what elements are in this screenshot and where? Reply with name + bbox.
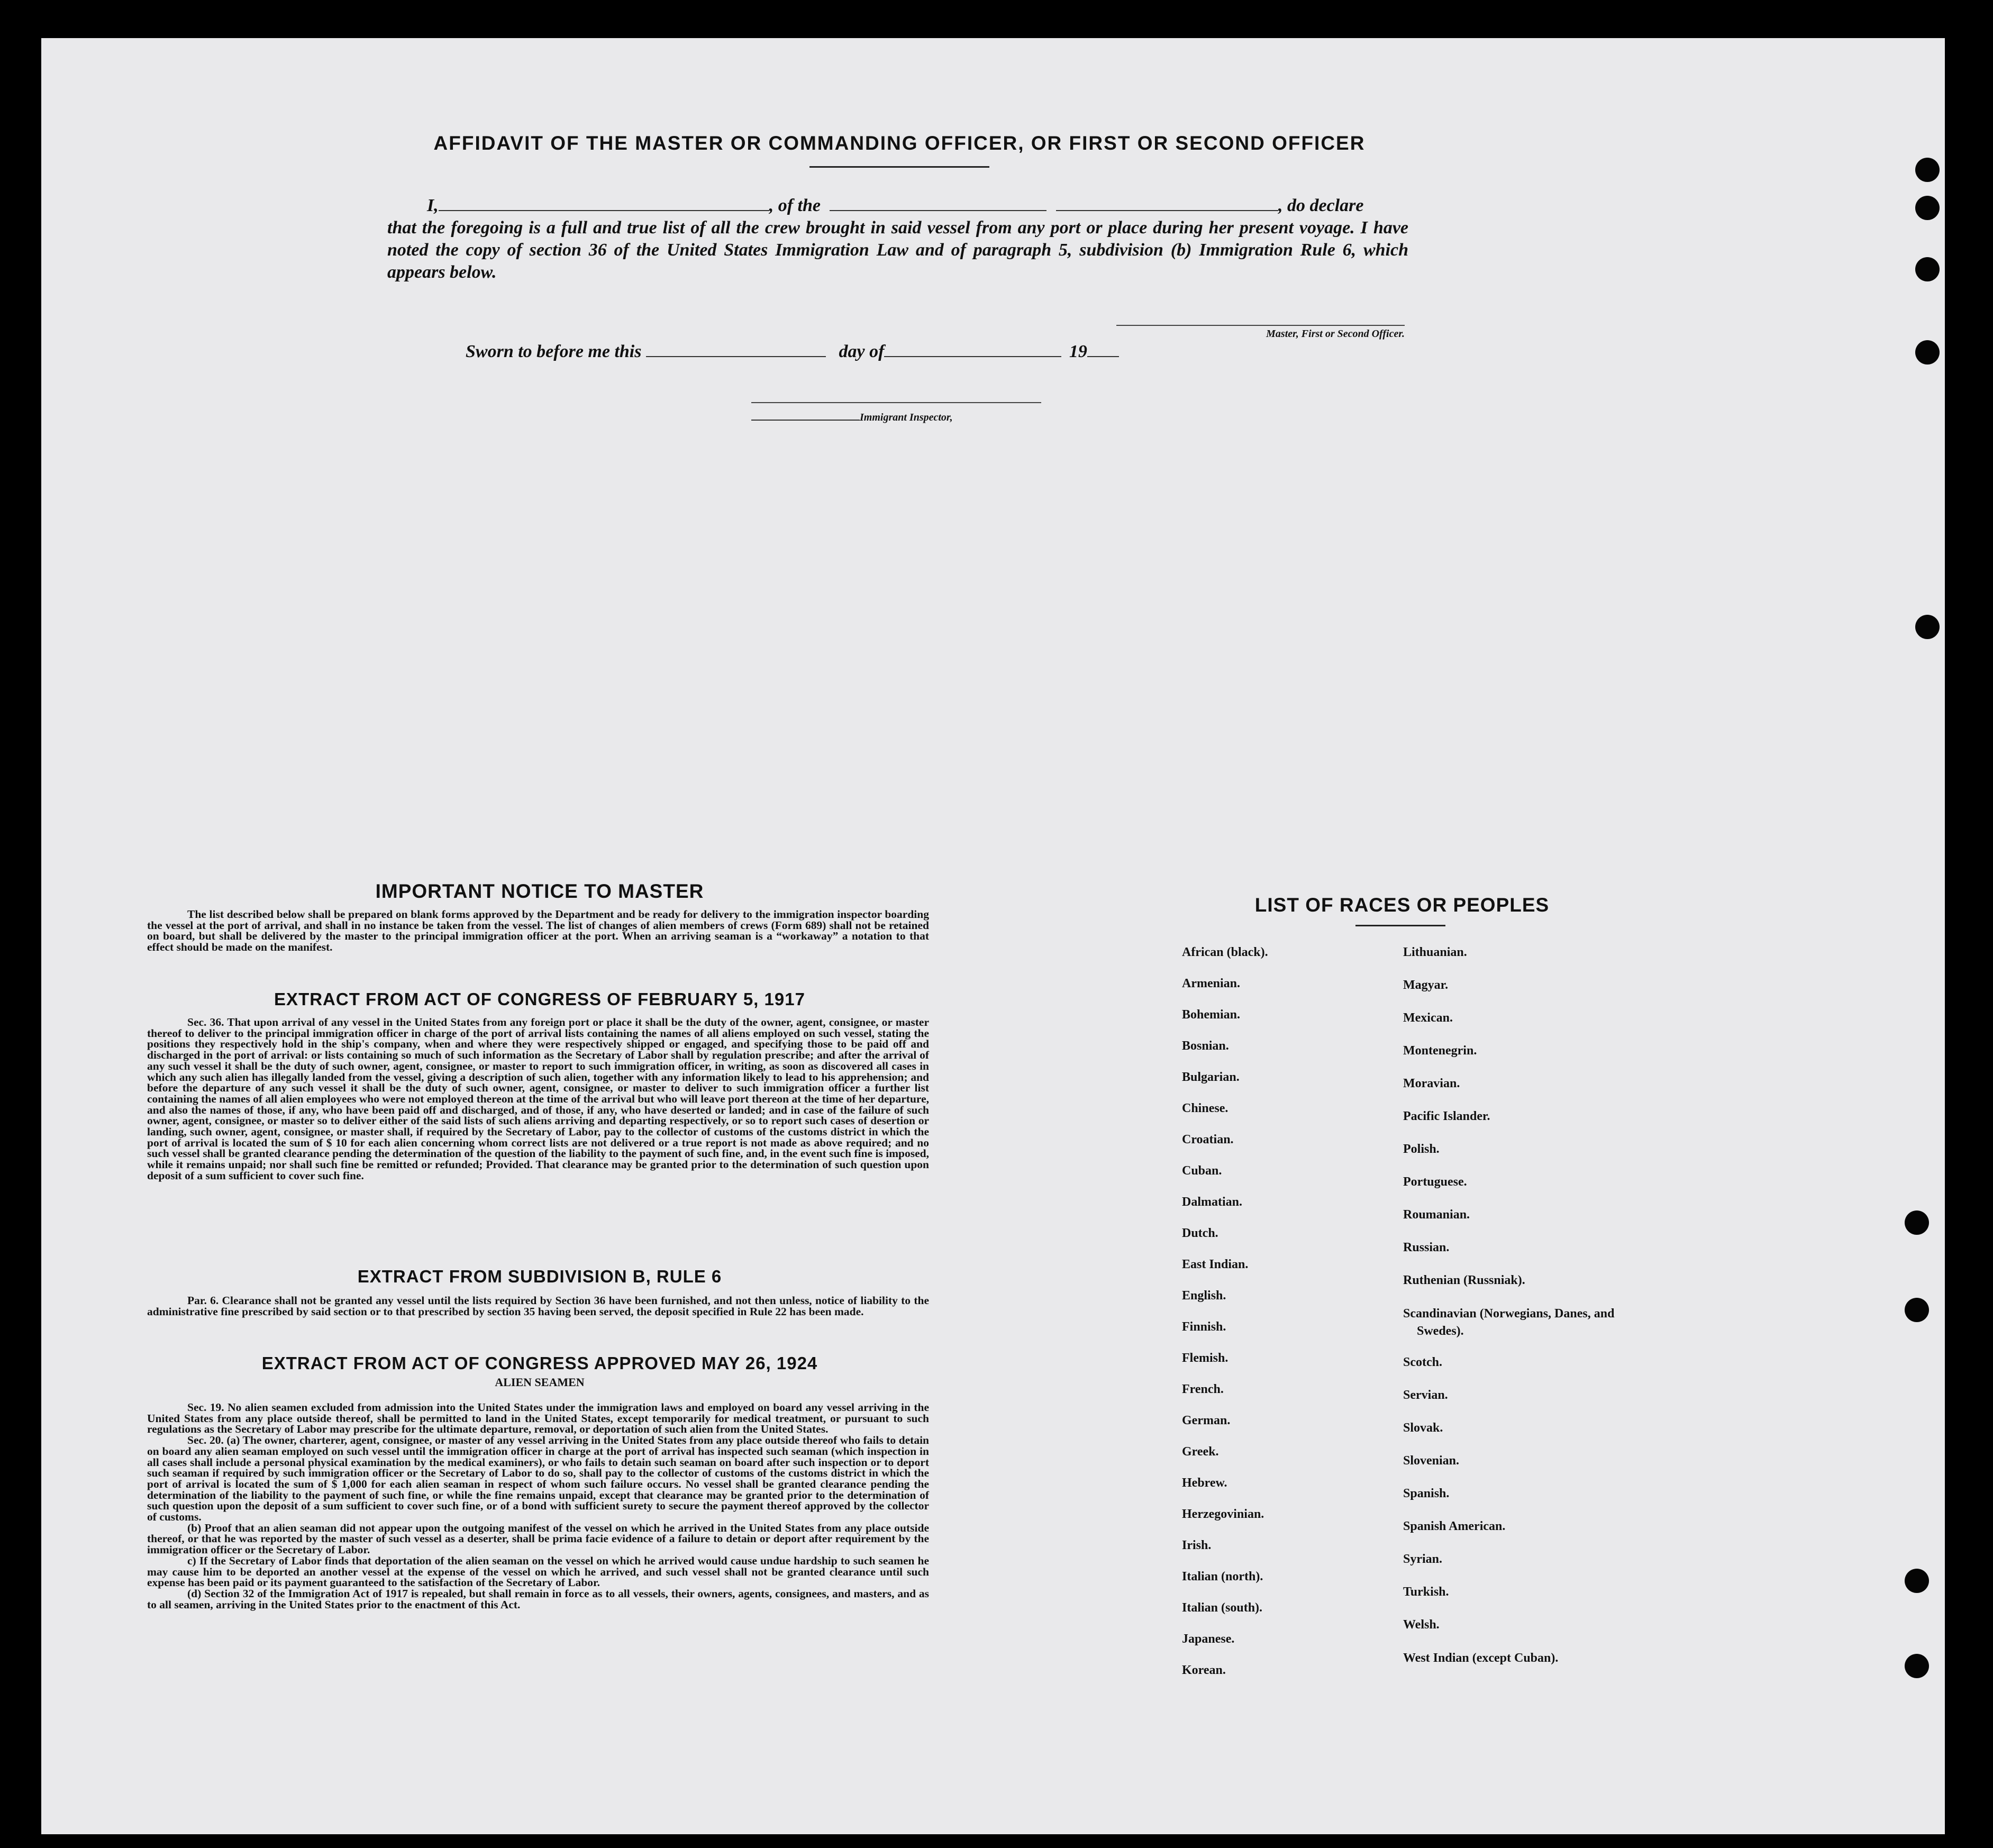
race-item: Syrian. bbox=[1403, 1552, 1443, 1566]
signature-caption: Master, First or Second Officer. bbox=[1266, 328, 1405, 340]
race-item: Scandinavian (Norwegians, Danes, and Swedes). bbox=[1403, 1307, 1615, 1338]
inspector-caption: Immigrant Inspector, bbox=[860, 412, 953, 423]
race-item: Turkish. bbox=[1403, 1585, 1449, 1599]
race-item: Pacific Islander. bbox=[1403, 1109, 1490, 1123]
officer-name-field[interactable] bbox=[439, 196, 769, 211]
race-item: Irish. bbox=[1182, 1539, 1212, 1552]
race-item: Bohemian. bbox=[1182, 1008, 1241, 1022]
race-item: Slovenian. bbox=[1403, 1454, 1460, 1468]
punch-hole bbox=[1915, 340, 1940, 365]
race-item: Magyar. bbox=[1403, 978, 1449, 992]
race-item: Russian. bbox=[1403, 1241, 1450, 1254]
inspector-name-field[interactable] bbox=[751, 412, 860, 421]
races-title-underline bbox=[1355, 925, 1445, 926]
extract-1917-title: EXTRACT FROM ACT OF CONGRESS OF FEBRUARY 5, 1917 bbox=[274, 989, 805, 1009]
race-item: Hebrew. bbox=[1182, 1476, 1227, 1490]
declaration-text: that the foregoing is a full and true list of all the crew brought in said vessel from any port or place during her present voyage. I have noted the copy of section 36 of the United States Immigration Law and of paragraph 5, subdivision (b) Immigration Rule 6, which appears below. bbox=[387, 218, 1408, 282]
race-item: Ruthenian (Russniak). bbox=[1403, 1273, 1525, 1287]
year-prefix: 19 bbox=[1069, 342, 1087, 361]
race-item: Korean. bbox=[1182, 1663, 1226, 1677]
race-item: Scotch. bbox=[1403, 1355, 1442, 1369]
title-underline bbox=[809, 166, 989, 168]
race-item: Mexican. bbox=[1403, 1011, 1453, 1025]
race-item: East Indian. bbox=[1182, 1258, 1249, 1271]
race-item: French. bbox=[1182, 1382, 1224, 1396]
of-the-text: , of the bbox=[769, 196, 821, 215]
sworn-year-field[interactable] bbox=[1087, 342, 1119, 357]
race-item: Greek. bbox=[1182, 1445, 1219, 1459]
race-item: Chinese. bbox=[1182, 1101, 1228, 1115]
extract-rule6-body: Par. 6. Clearance shall not be granted any vessel until the lists required by Section 36 have been furnished, and not then unless, notice of liability to the administrative fine prescribed by said section or to that prescribed by section 35 having been served, the deposit specified in Rule 22 has been made. bbox=[147, 1294, 929, 1318]
vessel-field-1[interactable] bbox=[830, 196, 1046, 211]
extract-rule6-title: EXTRACT FROM SUBDIVISION B, RULE 6 bbox=[357, 1267, 722, 1286]
race-item: Finnish. bbox=[1182, 1320, 1226, 1334]
alien-seamen-subtitle: ALIEN SEAMEN bbox=[495, 1376, 585, 1389]
race-item: Roumanian. bbox=[1403, 1208, 1470, 1222]
punch-hole bbox=[1905, 1298, 1929, 1322]
vessel-field-2[interactable] bbox=[1056, 196, 1278, 211]
race-item: Dalmatian. bbox=[1182, 1195, 1242, 1209]
sworn-line bbox=[466, 342, 1206, 362]
extract-1924-title: EXTRACT FROM ACT OF CONGRESS APPROVED MAY 26, 1924 bbox=[261, 1353, 818, 1373]
race-item: Bulgarian. bbox=[1182, 1070, 1240, 1084]
race-item: Servian. bbox=[1403, 1388, 1448, 1402]
race-item: Cuban. bbox=[1182, 1164, 1222, 1178]
do-declare-text: , do declare bbox=[1278, 196, 1364, 215]
declarant-prefix: I, bbox=[427, 196, 439, 215]
affidavit-statement bbox=[387, 195, 1408, 284]
extract-1924-body bbox=[147, 1402, 929, 1610]
sec-20d-paragraph: (d) Section 32 of the Immigration Act of 1917 is repealed, but shall remain in force as to all vessels, their owners, agents, consignees, and masters, and as to all seamen, arriving in the United States prior to the enactment of this Act. bbox=[147, 1587, 929, 1611]
master-signature-field[interactable] bbox=[1116, 325, 1405, 326]
sec-20-paragraph: Sec. 20. (a) The owner, charterer, agent, consignee, or master of any vessel arriving in the United States from any place outside thereof who fails to detain on board any alien seaman employed on such vessel until the immigration officer in charge at the port of arrival has inspected such seaman (which inspection in all cases shall include a personal physical examination by the medical examiners), or who fails to detain such seaman on board after such inspection or to deport such seaman if required by such immigration officer or the Secretary of Labor to do so, shall pay to the collector of customs of the customs district in which the port of arrival is located the sum of $ 1,000 for each alien seaman in respect of whom such failure occurs. No vessel shall be granted clearance pending the determination of the liability to the payment of such fine, or while the fine remains unpaid, except that clearance may be granted prior to the determination of such question upon the deposit of a sum sufficient to cover such fine, or of a bond with sufficient surety to secure the payment thereof approved by the collector of customs. bbox=[147, 1434, 929, 1524]
race-item: German. bbox=[1182, 1414, 1231, 1427]
punch-hole bbox=[1905, 1210, 1929, 1235]
punch-hole bbox=[1915, 196, 1940, 220]
race-item: Herzegovinian. bbox=[1182, 1507, 1264, 1521]
affidavit-title: AFFIDAVIT OF THE MASTER OR COMMANDING OFFICER, OR FIRST OR SECOND OFFICER bbox=[433, 132, 1366, 154]
punch-hole bbox=[1915, 615, 1940, 639]
inspector-signature-field[interactable] bbox=[751, 402, 1041, 403]
punch-hole bbox=[1915, 158, 1940, 182]
race-item: Portuguese. bbox=[1403, 1175, 1467, 1189]
race-item: African (black). bbox=[1182, 945, 1268, 959]
race-item: Moravian. bbox=[1403, 1077, 1460, 1090]
race-item: Welsh. bbox=[1403, 1618, 1440, 1632]
race-item: Slovak. bbox=[1403, 1421, 1443, 1435]
race-item: Italian (south). bbox=[1182, 1601, 1263, 1615]
sworn-month-field[interactable] bbox=[884, 342, 1061, 357]
race-item: Montenegrin. bbox=[1403, 1044, 1477, 1058]
sec-20c-paragraph: c) If the Secretary of Labor finds that deportation of the alien seaman on the vessel on which he arrived would cause undue hardship to such seamen he may cause him to be deported an another vessel at the expense of the vessel on which he arrived, and such vessel shall not be granted clearance until such expense has been paid or its payment guaranteed to the satisfaction of the Secretary of Labor. bbox=[147, 1554, 929, 1589]
race-item: Dutch. bbox=[1182, 1226, 1218, 1240]
sec-20b-paragraph: (b) Proof that an alien seaman did not appear upon the outgoing manifest of the vessel on which he arrived in the United States from any place outside thereof, or that he was reported by the master of such vessel as a deserter, shall be prima facie evidence of a failure to detain or deport after requirement by the immigration officer or the Secretary of Labor. bbox=[147, 1521, 929, 1556]
inspector-caption-row bbox=[751, 412, 953, 424]
race-item: West Indian (except Cuban). bbox=[1403, 1651, 1559, 1665]
sec-19-paragraph: Sec. 19. No alien seamen excluded from admission into the United States under the immigration laws and employed on board any vessel arriving in the United States from any place outside thereof, shall be permitted to land in the United States, except temporarily for medical treatment, or pursuant to such regulations as the Secretary of Labor may prescribe for the ultimate departure, removal, or deportation of such alien from the United States. bbox=[147, 1401, 929, 1436]
race-item: Flemish. bbox=[1182, 1351, 1228, 1365]
race-item: Spanish American. bbox=[1403, 1519, 1506, 1533]
punch-hole bbox=[1905, 1654, 1929, 1678]
sworn-prefix: Sworn to before me this bbox=[466, 342, 642, 361]
race-item: Japanese. bbox=[1182, 1632, 1235, 1646]
race-item: Bosnian. bbox=[1182, 1039, 1229, 1053]
punch-hole bbox=[1905, 1569, 1929, 1593]
race-item: English. bbox=[1182, 1289, 1226, 1303]
sworn-day-field[interactable] bbox=[646, 342, 826, 357]
extract-1917-body: Sec. 36. That upon arrival of any vessel in the United States from any foreign port or place it shall be the duty of the owner, agent, consignee, or master thereof to deliver to the principal immigration officer in charge of the port of arrival lists containing the names of all aliens employed on such vessel, stating the positions they respectively hold in the ship's company, when and where they were respectively shipped or engaged, and specifying those to be paid off and discharged in the port of arrival: or lists containing so much of such information as the Secretary of Labor shall by regulation prescribe; and after the arrival of any such vessel it shall be the duty of such owner, agent, consignee, or master to report to such immigration officer, in writing, as soon as discovered all cases in which any such alien has illegally landed from the vessel, giving a description of such alien, together with any information likely to lead to his apprehension; and before the departure of any such vessel it shall be the duty of such owner, agent, consignee, or master to deliver to such immigration officer a further list containing the names of all alien employees who were not employed thereon at the time of the arrival but who will leave port thereon at the time of her departure, and also the names of those, if any, who have been paid off and discharged, and of those, if any, who have deserted or landed; and in case of the failure of such owner, agent, consignee, or master so to deliver either of the said lists of such aliens arriving and departing respectively, or so to report such cases of desertion or landing, such owner, agent, consignee, or master shall, if required by the Secretary of Labor, pay to the collector of customs of the customs district in which the port of arrival is located the sum of $ 10 for each alien concerning whom correct lists are not delivered or a true report is not made as above required; and no such vessel shall be granted clearance pending the determination of the question of the liability to the payment of such fine, and, in the event such fine is imposed, while it remains unpaid; nor shall such fine be remitted or refunded; Provided. That clearance may be granted prior to the determination of such question upon deposit of a sum sufficient to cover such fine. bbox=[147, 1016, 929, 1182]
races-title: LIST OF RACES OR PEOPLES bbox=[1254, 894, 1550, 916]
race-item: Italian (north). bbox=[1182, 1570, 1263, 1583]
punch-hole bbox=[1915, 257, 1940, 281]
race-item: Lithuanian. bbox=[1403, 945, 1467, 959]
race-item: Armenian. bbox=[1182, 977, 1240, 990]
race-item: Polish. bbox=[1403, 1142, 1440, 1156]
declaration-line bbox=[387, 195, 1408, 217]
race-item: Croatian. bbox=[1182, 1133, 1234, 1146]
day-of-text: day of bbox=[839, 342, 885, 361]
notice-body: The list described below shall be prepared on blank forms approved by the Department and be ready for delivery to the immigration inspector boarding the vessel at the port of arrival, and shall in no instance be taken from the vessel. The list of changes of alien members of crews (Form 689) shall not be retained on board, but shall be delivered by the master to the principal immigration officer at the port. When an arriving seaman is a “workaway” a notation to that effect should be made on the manifest. bbox=[147, 908, 929, 954]
notice-title: IMPORTANT NOTICE TO MASTER bbox=[375, 880, 704, 902]
race-item: Spanish. bbox=[1403, 1487, 1450, 1500]
